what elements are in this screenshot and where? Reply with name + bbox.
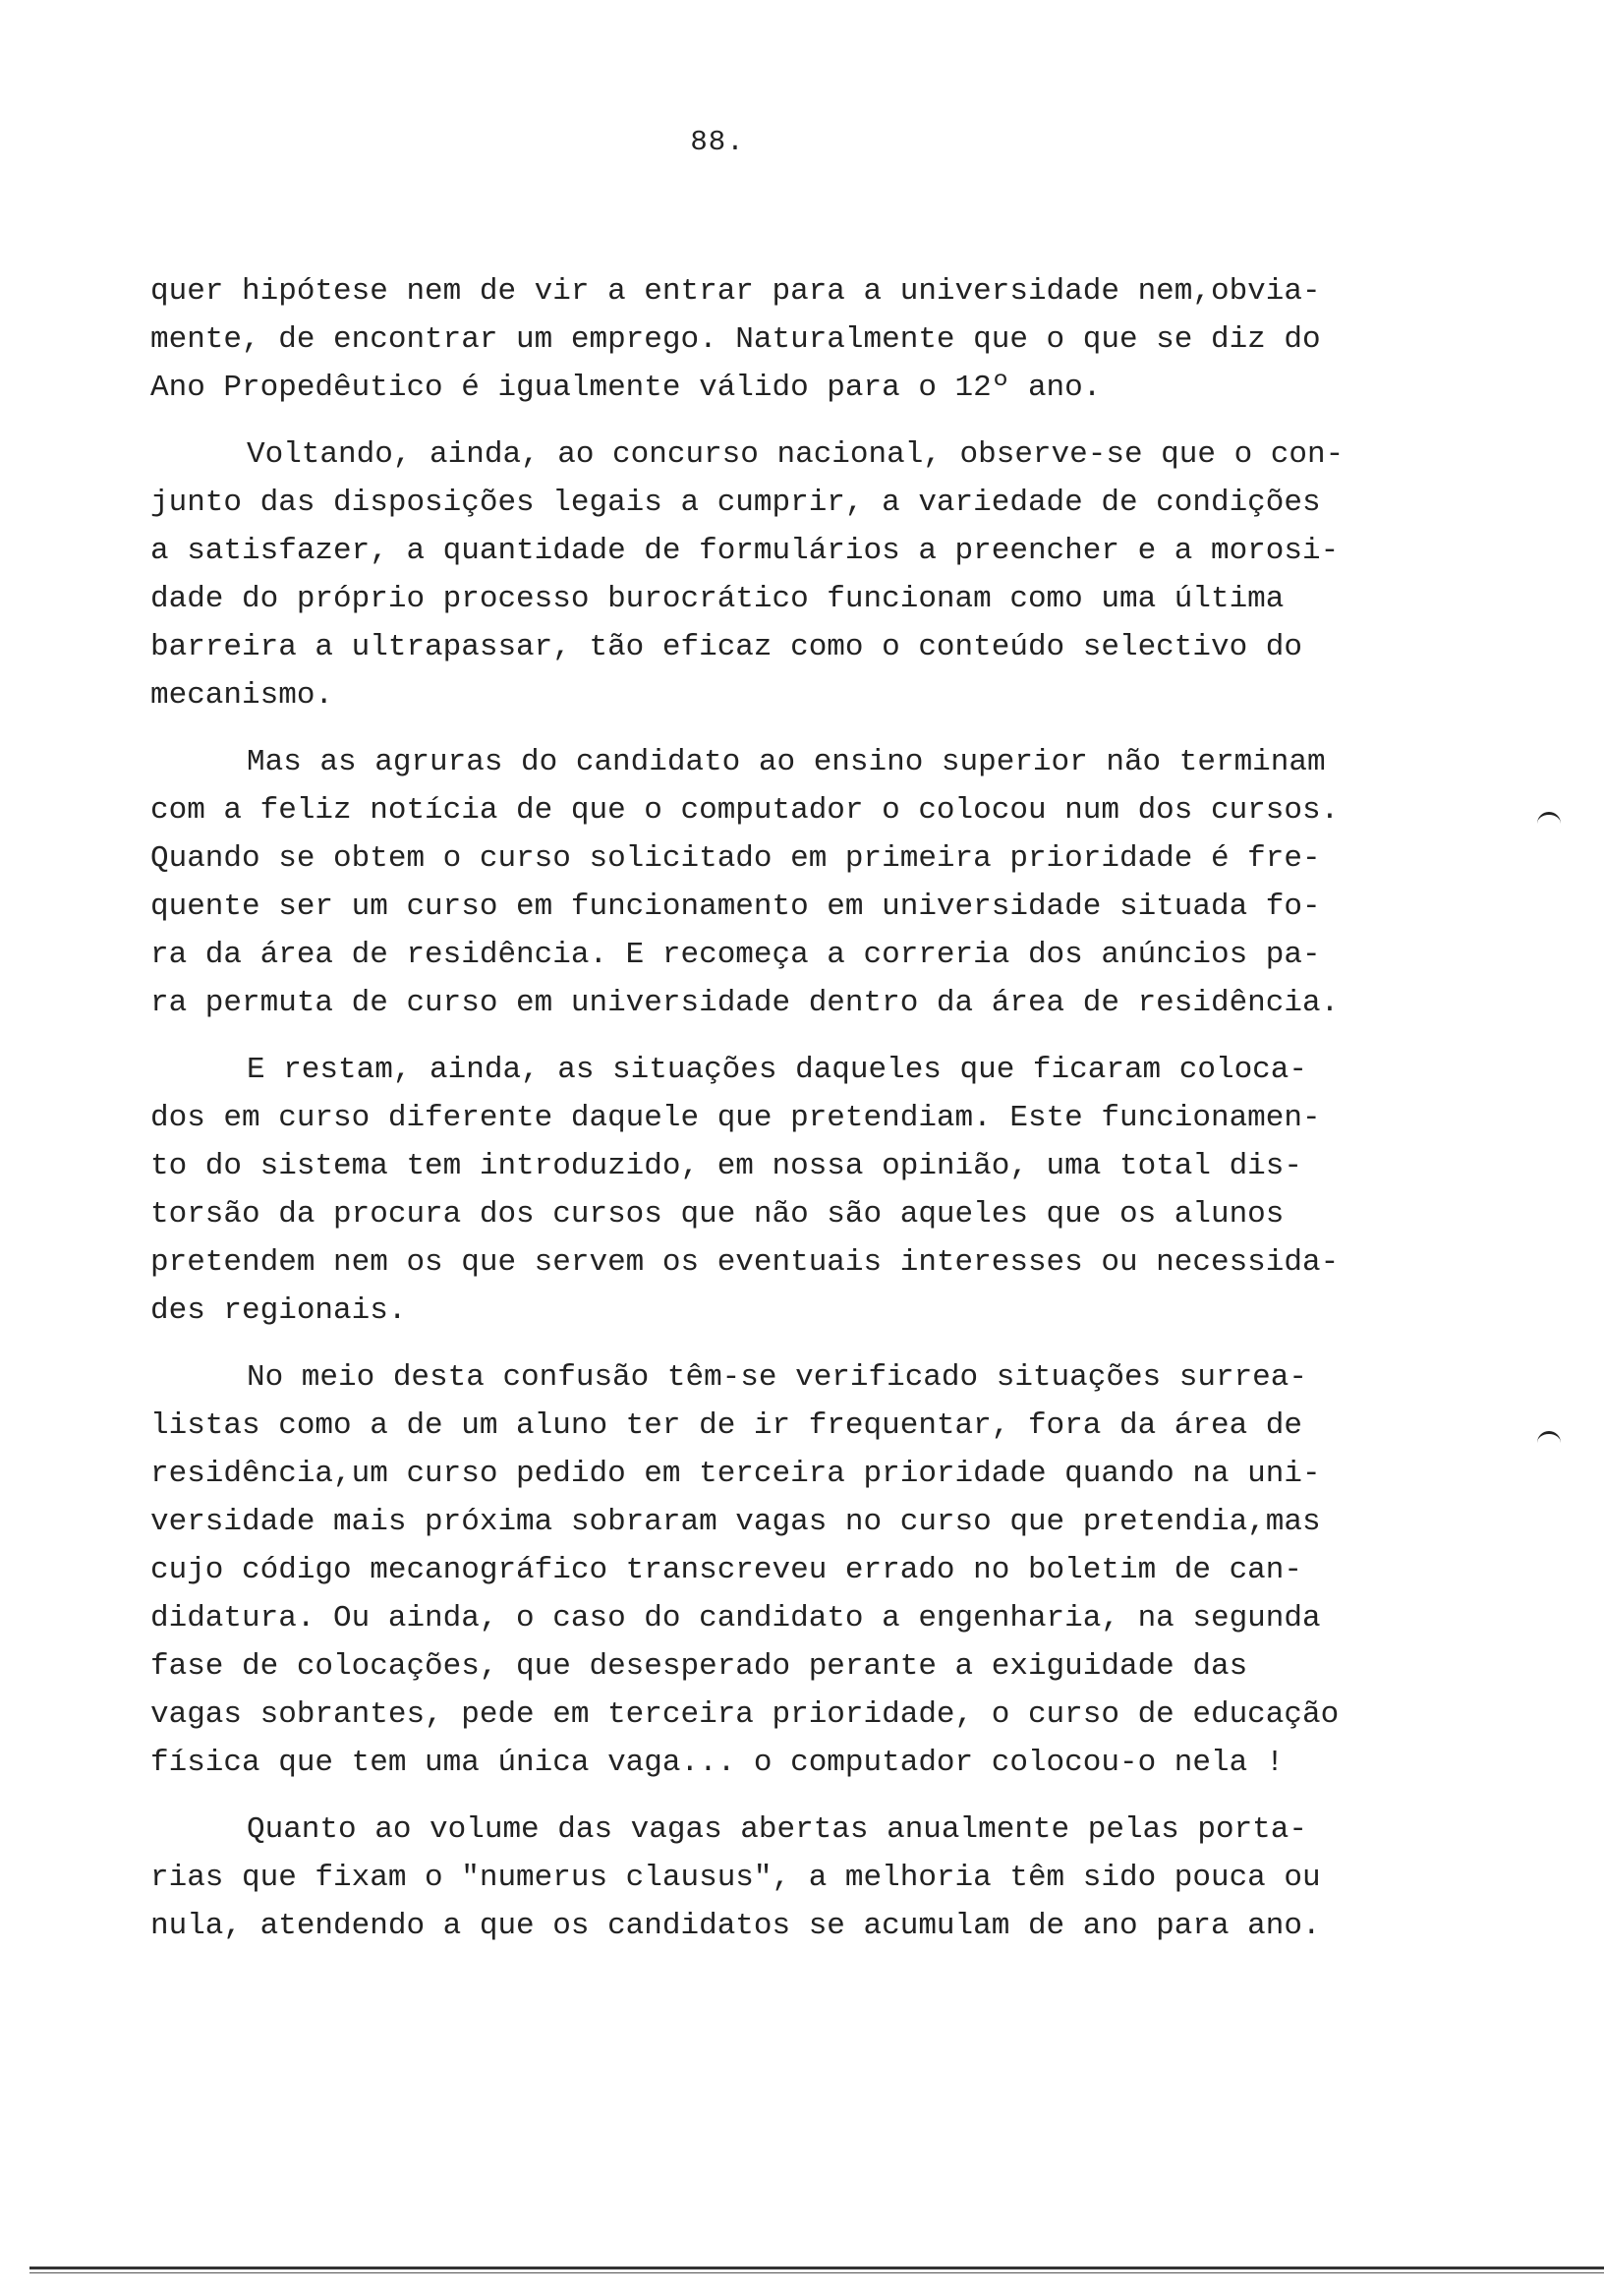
margin-mark [1537,812,1561,825]
margin-mark [1537,1431,1561,1444]
text-line: didatura. Ou ainda, o caso do candidato a engenharia, na segunda [150,1601,1321,1636]
text-line: quente ser um curso em funcionamento em universidade situada fo- [150,890,1321,924]
page-number: 88. [690,126,745,158]
text-line: Ano Propedêutico é igualmente válido para o 12º ano. [150,371,1102,405]
text-line: rias que fixam o "numerus clausus", a melhoria têm sido pouca ou [150,1861,1321,1895]
text-line: cujo código mecanográfico transcreveu errado no boletim de can- [150,1553,1302,1587]
text-line: No meio desta confusão têm-se verificado situações surrea- [247,1360,1307,1395]
text-line: vagas sobrantes, pede em terceira prioridade, o curso de educação [150,1697,1340,1732]
text-line: Mas as agruras do candidato ao ensino superior não terminam [247,745,1326,779]
footer-rule [29,2272,1604,2273]
text-line: mente, de encontrar um emprego. Naturalmente que o que se diz do [150,322,1321,357]
paragraph [150,1046,1428,1335]
text-line: listas como a de um aluno ter de ir frequentar, fora da área de [150,1408,1302,1443]
document-body [150,267,1428,1950]
text-line: Quando se obtem o curso solicitado em primeira prioridade é fre- [150,841,1321,876]
text-line: versidade mais próxima sobraram vagas no curso que pretendia,mas [150,1505,1321,1539]
text-line: dade do próprio processo burocrático funcionam como uma última [150,582,1285,616]
text-line: a satisfazer, a quantidade de formulários a preencher e a morosi- [150,534,1340,568]
text-line: ra permuta de curso em universidade dentro da área de residência. [150,986,1340,1020]
text-line: des regionais. [150,1293,407,1328]
text-line: ra da área de residência. E recomeça a correria dos anúncios pa- [150,938,1321,972]
paragraph [150,738,1428,1027]
text-line: E restam, ainda, as situações daqueles que ficaram coloca- [247,1053,1307,1087]
paragraph [150,1806,1428,1950]
paragraph [150,267,1428,412]
paragraph [150,1353,1428,1787]
text-line: junto das disposições legais a cumprir, a variedade de condições [150,486,1321,520]
text-line: com a feliz notícia de que o computador o colocou num dos cursos. [150,793,1340,828]
text-line: Quanto ao volume das vagas abertas anualmente pelas porta- [247,1812,1307,1847]
text-line: to do sistema tem introduzido, em nossa opinião, uma total dis- [150,1149,1302,1183]
text-line: dos em curso diferente daquele que pretendiam. Este funcionamen- [150,1101,1321,1135]
text-line: Voltando, ainda, ao concurso nacional, observe-se que o con- [247,437,1345,472]
text-line: torsão da procura dos cursos que não são aqueles que os alunos [150,1197,1285,1232]
text-line: residência,um curso pedido em terceira prioridade quando na uni- [150,1457,1321,1491]
text-line: mecanismo. [150,678,334,713]
paragraph [150,430,1428,719]
text-line: nula, atendendo a que os candidatos se acumulam de ano para ano. [150,1909,1321,1943]
footer-rule [29,2267,1604,2269]
text-line: física que tem uma única vaga... o computador colocou-o nela ! [150,1746,1285,1780]
text-line: quer hipótese nem de vir a entrar para a universidade nem,obvia- [150,274,1321,309]
text-line: fase de colocações, que desesperado perante a exiguidade das [150,1649,1248,1684]
text-line: barreira a ultrapassar, tão eficaz como o conteúdo selectivo do [150,630,1302,664]
text-line: pretendem nem os que servem os eventuais interesses ou necessida- [150,1245,1340,1280]
